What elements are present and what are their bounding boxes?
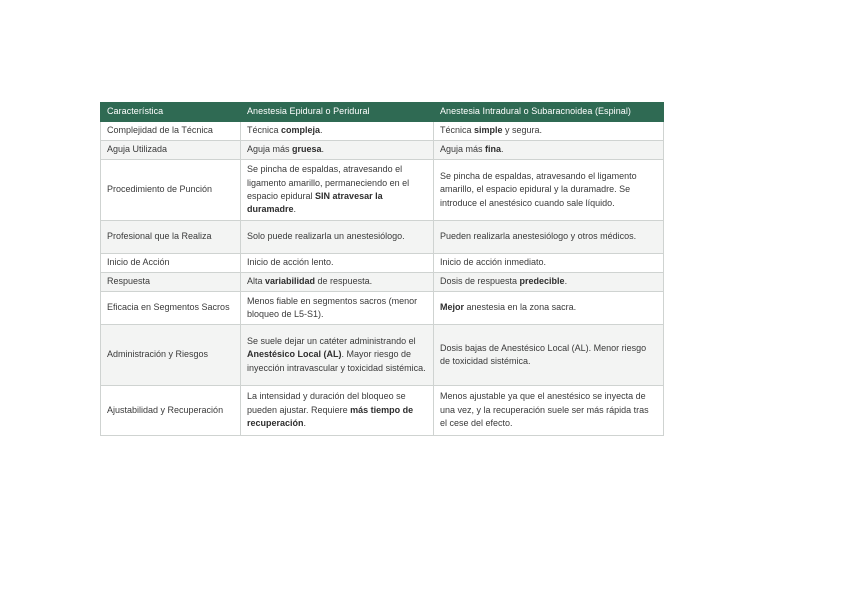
text-segment: y segura. <box>502 125 543 136</box>
table-row <box>101 160 664 221</box>
table-row <box>101 141 664 160</box>
epidural-cell <box>241 292 434 325</box>
header-epidural: Anestesia Epidural o Peridural <box>241 103 434 122</box>
text-segment: Alta <box>247 276 266 287</box>
table-row <box>101 292 664 325</box>
bold-text: simple <box>474 125 503 136</box>
header-characteristic: Característica <box>101 103 241 122</box>
text-segment: Se suele dejar un catéter administrando el <box>247 335 416 346</box>
text-segment: Aguja más <box>440 144 486 155</box>
bold-text: Anestésico Local (AL) <box>247 349 342 360</box>
header-intradural: Anestesia Intradural o Subaracnoidea (Espinal) <box>434 103 664 122</box>
text-segment: . <box>564 276 568 287</box>
table-row <box>101 325 664 386</box>
feature-cell: Respuesta <box>101 273 241 292</box>
bold-text: fina <box>485 144 502 155</box>
epidural-cell <box>241 386 434 436</box>
intradural-cell <box>434 221 664 254</box>
feature-cell: Complejidad de la Técnica <box>101 122 241 141</box>
bold-text: compleja <box>281 125 321 136</box>
feature-cell: Procedimiento de Punción <box>101 160 241 221</box>
epidural-cell <box>241 254 434 273</box>
text-segment: Se pincha de espaldas, atravesando el ligamento amarillo, permaneciendo en el espacio epidural <box>247 164 410 201</box>
header-row <box>101 103 664 122</box>
text-segment: La intensidad y duración del bloqueo se pueden ajustar. Requiere <box>247 391 406 415</box>
bold-text: variabilidad <box>265 276 316 287</box>
feature-cell: Inicio de Acción <box>101 254 241 273</box>
text-segment: . <box>501 144 504 155</box>
text-segment: Se pincha de espaldas, atravesando el ligamento amarillo, el espacio epidural y la duramadre. Se introduce el anestésico cuando sale líquido. <box>440 170 637 208</box>
intradural-cell <box>434 141 664 160</box>
table-row <box>101 122 664 141</box>
feature-cell: Administración y Riesgos <box>101 325 241 386</box>
text-segment: . <box>293 204 297 215</box>
epidural-cell <box>241 160 434 221</box>
text-segment: Aguja más <box>247 144 293 155</box>
table-row <box>101 386 664 436</box>
text-segment: Dosis bajas de Anestésico Local (AL). Menor riesgo de toxicidad sistémica. <box>440 342 647 366</box>
feature-cell: Ajustabilidad y Recuperación <box>101 386 241 436</box>
table-body <box>101 122 664 436</box>
intradural-cell <box>434 386 664 436</box>
text-segment: Menos fiable en segmentos sacros (menor bloqueo de L5-S1). <box>247 295 418 319</box>
feature-cell: Profesional que la Realiza <box>101 221 241 254</box>
bold-text: predecible <box>519 276 565 287</box>
text-segment: Pueden realizarla anestesiólogo y otros médicos. <box>440 231 637 242</box>
text-segment: Inicio de acción lento. <box>247 257 334 268</box>
text-segment: Dosis de respuesta <box>440 276 520 287</box>
text-segment: Solo puede realizarla un anestesiólogo. <box>247 231 405 242</box>
table-row <box>101 254 664 273</box>
text-segment: anestesia en la zona sacra. <box>464 302 577 313</box>
text-segment: Menos ajustable ya que el anestésico se inyecta de una vez, y la recuperación suele ser más rápida tras el cese del efecto. <box>440 391 649 429</box>
bold-text: más tiempo de recuperación <box>247 404 414 429</box>
epidural-cell <box>241 141 434 160</box>
comparison-table <box>100 102 664 436</box>
feature-cell: Eficacia en Segmentos Sacros <box>101 292 241 325</box>
table-row <box>101 273 664 292</box>
intradural-cell <box>434 273 664 292</box>
text-segment: de respuesta. <box>315 276 373 287</box>
epidural-cell <box>241 325 434 386</box>
epidural-cell <box>241 273 434 292</box>
intradural-cell <box>434 122 664 141</box>
text-segment: Técnica <box>247 125 282 136</box>
text-segment: . <box>320 125 323 136</box>
text-segment: . <box>321 144 325 155</box>
bold-text: Mejor <box>440 302 465 313</box>
intradural-cell <box>434 292 664 325</box>
bold-text: gruesa <box>292 144 322 155</box>
text-segment: . <box>303 418 307 429</box>
text-segment: . Mayor riesgo de inyección intravascular y toxicidad sistémica. <box>247 349 426 373</box>
intradural-cell <box>434 160 664 221</box>
bold-text: SIN atravesar la duramadre <box>247 191 383 215</box>
feature-cell: Aguja Utilizada <box>101 141 241 160</box>
table-header <box>101 103 664 122</box>
text-segment: Inicio de acción inmediato. <box>440 257 547 268</box>
intradural-cell <box>434 325 664 386</box>
text-segment: Técnica <box>440 125 475 136</box>
epidural-cell <box>241 221 434 254</box>
intradural-cell <box>434 254 664 273</box>
epidural-cell <box>241 122 434 141</box>
table-row <box>101 221 664 254</box>
